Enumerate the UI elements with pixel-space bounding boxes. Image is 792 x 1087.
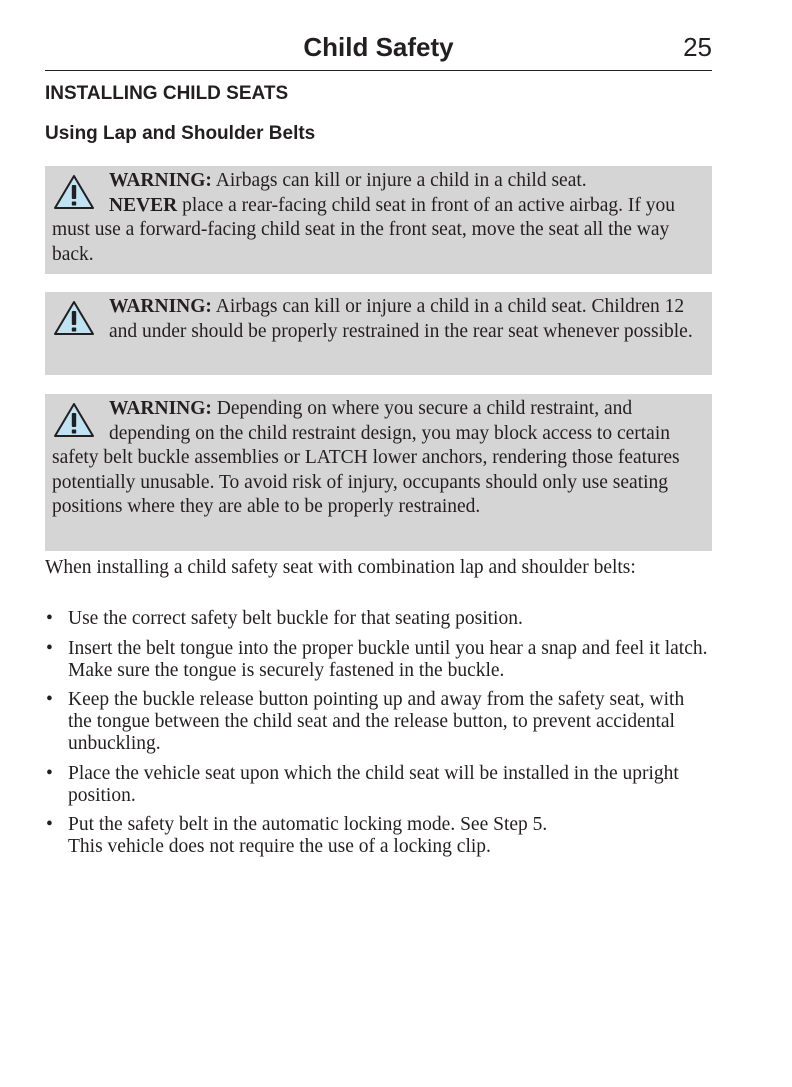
warning-box-airbag-rear-facing [45,166,712,274]
warning-label: WARNING: [109,398,212,419]
warning-rest: place a rear-facing child seat in front of an active airbag. If you must use a forward-facing child seat in the front seat, move the seat all the way back. [52,194,675,265]
instruction-list [45,608,712,866]
intro-paragraph: When installing a child safety seat with combination lap and shoulder belts: [45,557,636,578]
warning-triangle-icon [53,402,95,438]
warning-label: WARNING: [109,170,212,191]
list-item-text: Use the correct safety belt buckle for that seating position. [68,608,523,629]
list-item-continuation: This vehicle does not require the use of a locking clip. [68,836,491,857]
warning-emphasis: NEVER [109,194,178,216]
list-item [45,608,712,630]
bullet-icon: • [46,608,53,629]
warning-label: WARNING: [109,296,212,317]
warning-triangle-icon [53,174,95,210]
header-title: Child Safety [303,32,454,62]
list-item [45,763,712,807]
warning-text [52,295,702,344]
list-item-text: Insert the belt tongue into the proper buckle until you hear a snap and feel it latch. Make sure the tongue is securely fastened in the buckle. [68,637,708,681]
warning-text [52,169,702,267]
bullet-icon: • [46,762,53,784]
warning-body: Airbags can kill or injure a child in a child seat. Children 12 and under should be properly restrained in the rear seat whenever possible. [109,296,693,342]
section-heading: INSTALLING CHILD SEATS [45,83,289,104]
bullet-icon: • [46,637,53,659]
list-item [45,814,712,858]
warning-box-rear-seat [45,292,712,375]
warning-line: Airbags can kill or injure a child in a child seat. [215,170,587,191]
bullet-icon: • [46,814,53,835]
list-item [45,689,712,755]
list-item-text: Keep the buckle release button pointing up and away from the safety seat, with the tongue between the child seat and the release button, to prevent accidental unbuckling. [68,689,685,754]
page-number: 25 [683,32,712,62]
warning-box-latch-access [45,394,712,551]
bullet-icon: • [46,689,53,710]
list-item-text: Put the safety belt in the automatic locking mode. See Step 5. [68,814,548,835]
warning-triangle-icon [53,300,95,336]
sub-heading: Using Lap and Shoulder Belts [45,123,316,144]
warning-text [52,397,702,520]
page-header [45,28,712,71]
list-item-text: Place the vehicle seat upon which the child seat will be installed in the upright position. [68,762,679,806]
warning-body: Depending on where you secure a child restraint, and depending on the child restraint design, you may block access to certain safety belt buckle assemblies or LATCH lower anchors, rendering those features potentially unusable. To avoid risk of injury, occupants should only use seating positions where they are able to be properly restrained. [52,398,680,518]
list-item [45,638,712,682]
